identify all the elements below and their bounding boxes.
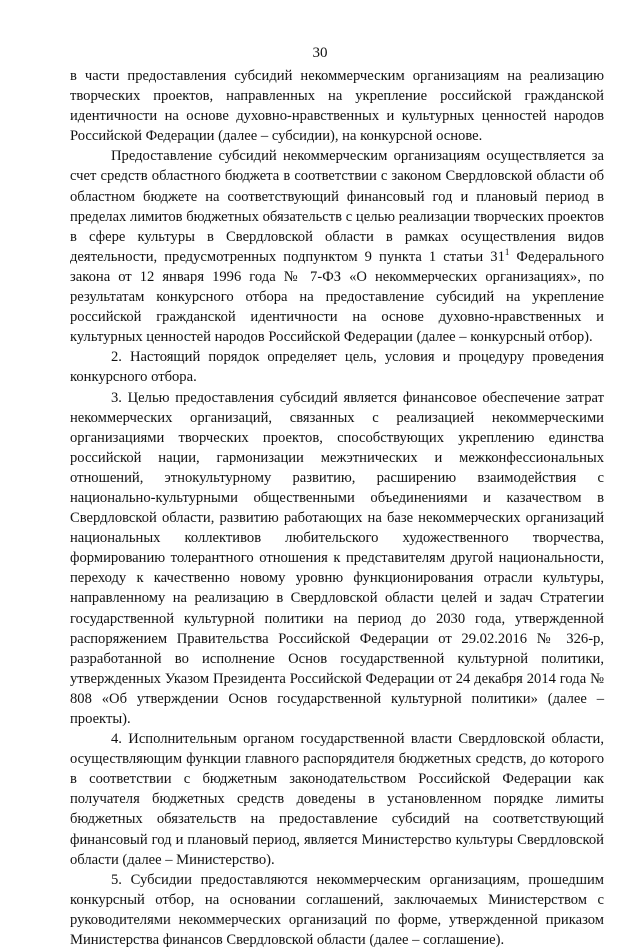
paragraph-4-executive-body: 4. Исполнительным органом государственной власти Свердловской области, осуществляющим функции главного распорядителя бюджетных средств, до которого в соответствии с бюджетным законодательством Российской Федерации как получателя бюджетных средств доведены в установленном порядке лимиты бюджетных обязательств на предоставление субсидий на соответствующий финансовый год и плановый период, является Министерство культуры Свердловской области (далее – Министерство). xyxy=(70,731,604,868)
paragraph-5-agreements: 5. Субсидии предоставляются некоммерческим организациям, прошедшим конкурсный отбор, на основании соглашений, заключаемых Министерством с руководителями некоммерческих организаций по форме, утвержденной приказом Министерства финансов Свердловской области (далее – соглашение). xyxy=(70,871,604,949)
superscript-article-index: 1 xyxy=(504,246,510,257)
paragraph-3-subsidy-purpose: 3. Целью предоставления субсидий является финансовое обеспечение затрат некоммерческих организаций, связанных с реализацией некоммерческими организациями творческих проектов, способствующих укреплению единства российской нации, гармонизации межэтнических и межконфессиональных отношений, этнокультурному развитию, расширению взаимодействия с национально-культурными общественными объединениями и казачеством в Свердловской области, развитию работающих на базе некоммерческих организаций национальных коллективов любительского художественного творчества, формированию толерантного отношения к представителям другой национальности, переходу к качественно новому уровню функционирования отрасли культуры, направленному на реализацию в Свердловской области целей и задач Стратегии государственной культурной политики на период до 2030 года, утвержденной распоряжением Правительства Российской Федерации от 29.02.2016 № 326-р, разработанной во исполнение Основ государственной культурной политики, утвержденных Указом Президента Российской Федерации от 24 декабря 2014 года № 808 «Об утверждении Основ государственной культурной политики» (далее – проекты). xyxy=(70,389,604,727)
paragraph-2-procedure-scope: 2. Настоящий порядок определяет цель, условия и процедуру проведения конкурсного отбора. xyxy=(70,349,604,386)
page-number: 30 xyxy=(312,45,328,61)
paragraph-subsidy-provision-text-start: Предоставление субсидий некоммерческим организациям осуществляется за счет средств областного бюджета в соответствии с законом Свердловской области об областном бюджете на соответствующий финансовый год и плановый период в пределах лимитов бюджетных обязательств с целью реализации творческих проектов в сфере культуры в Свердловской области в рамках осуществления видов деятельности, предусмотренных подпунктом 9 пункта 1 статьи 31 xyxy=(70,148,604,265)
paragraph-intro-continuation: в части предоставления субсидий некоммерческим организациям на реализацию творческих проектов, направленных на укрепление российской гражданской идентичности на основе духовно-нравственных и культурных ценностей народов Российской Федерации (далее – субсидии), на конкурсной основе. xyxy=(70,68,604,145)
paragraph-subsidy-provision xyxy=(70,146,604,347)
document-body xyxy=(70,66,604,950)
paragraph-subsidy-provision-text-end: Федерального закона от 12 января 1996 года № 7-ФЗ «О некоммерческих организациях», по результатам конкурсного отбора на предоставление субсидий на укрепление российской гражданской идентичности на основе духовно-нравственных и культурных ценностей народов Российской Федерации (далее – конкурсный отбор). xyxy=(70,248,605,346)
